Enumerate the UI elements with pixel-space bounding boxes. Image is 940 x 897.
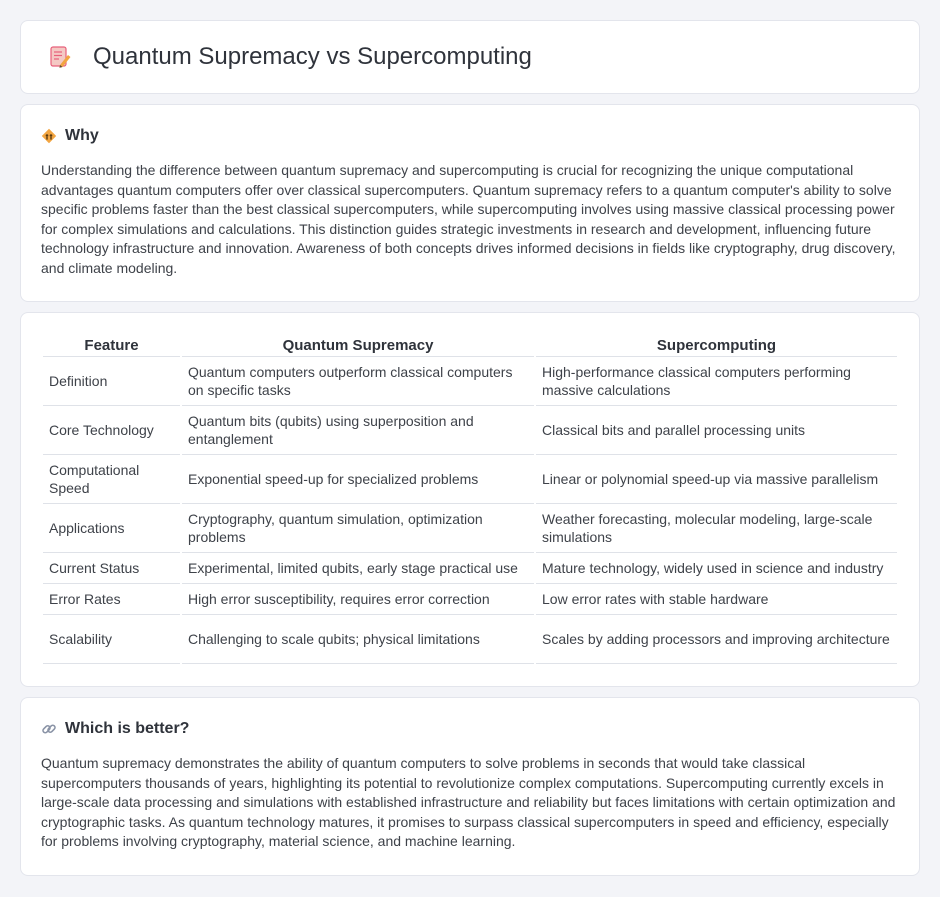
- row-feature: Error Rates: [43, 584, 180, 615]
- better-heading-label: Which is better?: [65, 720, 190, 737]
- table-row: [43, 584, 897, 615]
- header-supercomputing: Supercomputing: [536, 333, 897, 357]
- row-super-value: Mature technology, widely used in science and industry: [536, 553, 897, 584]
- better-text: Quantum supremacy demonstrates the ability of quantum computers to solve problems in seconds that would take classical supercomputers thousands of years, highlighting its potential to revolutionize complex computations. Supercomputing currently excels in large-scale data processing and simulations with established infrastructure and reliability but faces limitations with certain optimization and cryptographic tasks. As quantum technology matures, it promises to surpass classical supercomputers in speed and efficiency, especially for problems involving cryptography, material science, and machine learning.: [41, 755, 896, 849]
- diamond-sign-icon: [41, 128, 57, 144]
- row-super-value: High-performance classical computers performing massive calculations: [536, 357, 897, 406]
- row-quantum-value: Experimental, limited qubits, early stage practical use: [182, 553, 534, 584]
- row-feature: Core Technology: [43, 406, 180, 455]
- page-title: Quantum Supremacy vs Supercomputing: [93, 43, 532, 70]
- table-header-row: [43, 333, 897, 357]
- row-quantum-value: Exponential speed-up for specialized problems: [182, 455, 534, 504]
- row-feature: Definition: [43, 357, 180, 406]
- row-feature: Applications: [43, 504, 180, 553]
- header-quantum-supremacy: Quantum Supremacy: [182, 333, 534, 357]
- row-super-value: Linear or polynomial speed-up via massive parallelism: [536, 455, 897, 504]
- why-heading: [41, 127, 899, 145]
- comparison-section: [20, 312, 920, 687]
- row-quantum-value: Cryptography, quantum simulation, optimization problems: [182, 504, 534, 553]
- table-row: [43, 553, 897, 584]
- comparison-table: [41, 333, 899, 664]
- why-heading-label: Why: [65, 127, 99, 144]
- why-section: [20, 104, 920, 302]
- row-quantum-value: Quantum computers outperform classical computers on specific tasks: [182, 357, 534, 406]
- row-feature: Computational Speed: [43, 455, 180, 504]
- table-row: [43, 357, 897, 406]
- row-feature: Scalability: [43, 615, 180, 664]
- row-super-value: Low error rates with stable hardware: [536, 584, 897, 615]
- row-feature: Current Status: [43, 553, 180, 584]
- document-pencil-icon: [47, 44, 73, 70]
- title-card: [20, 20, 920, 94]
- row-quantum-value: Quantum bits (qubits) using superposition and entanglement: [182, 406, 534, 455]
- which-is-better-section: [20, 697, 920, 876]
- table-row: [43, 406, 897, 455]
- table-row: [43, 615, 897, 664]
- better-heading: [41, 720, 899, 738]
- table-row: [43, 504, 897, 553]
- row-quantum-value: Challenging to scale qubits; physical limitations: [182, 615, 534, 664]
- header-feature: Feature: [43, 333, 180, 357]
- why-text: Understanding the difference between quantum supremacy and supercomputing is crucial for recognizing the unique computational advantages quantum computers offer over classical supercomputers. Quantum supremacy refers to a quantum computer's ability to solve specific problems faster than the best classical supercomputers, while supercomputing involves using massive classical processing power for complex simulations and calculations. This distinction guides strategic investments in research and development, influencing future technology infrastructure and innovation. Awareness of both concepts drives informed decisions in fields like cryptography, drug discovery, and climate modeling.: [41, 162, 896, 276]
- row-quantum-value: High error susceptibility, requires error correction: [182, 584, 534, 615]
- row-super-value: Classical bits and parallel processing units: [536, 406, 897, 455]
- link-icon: [41, 721, 57, 737]
- table-row: [43, 455, 897, 504]
- row-super-value: Scales by adding processors and improving architecture: [536, 615, 897, 664]
- row-super-value: Weather forecasting, molecular modeling, large-scale simulations: [536, 504, 897, 553]
